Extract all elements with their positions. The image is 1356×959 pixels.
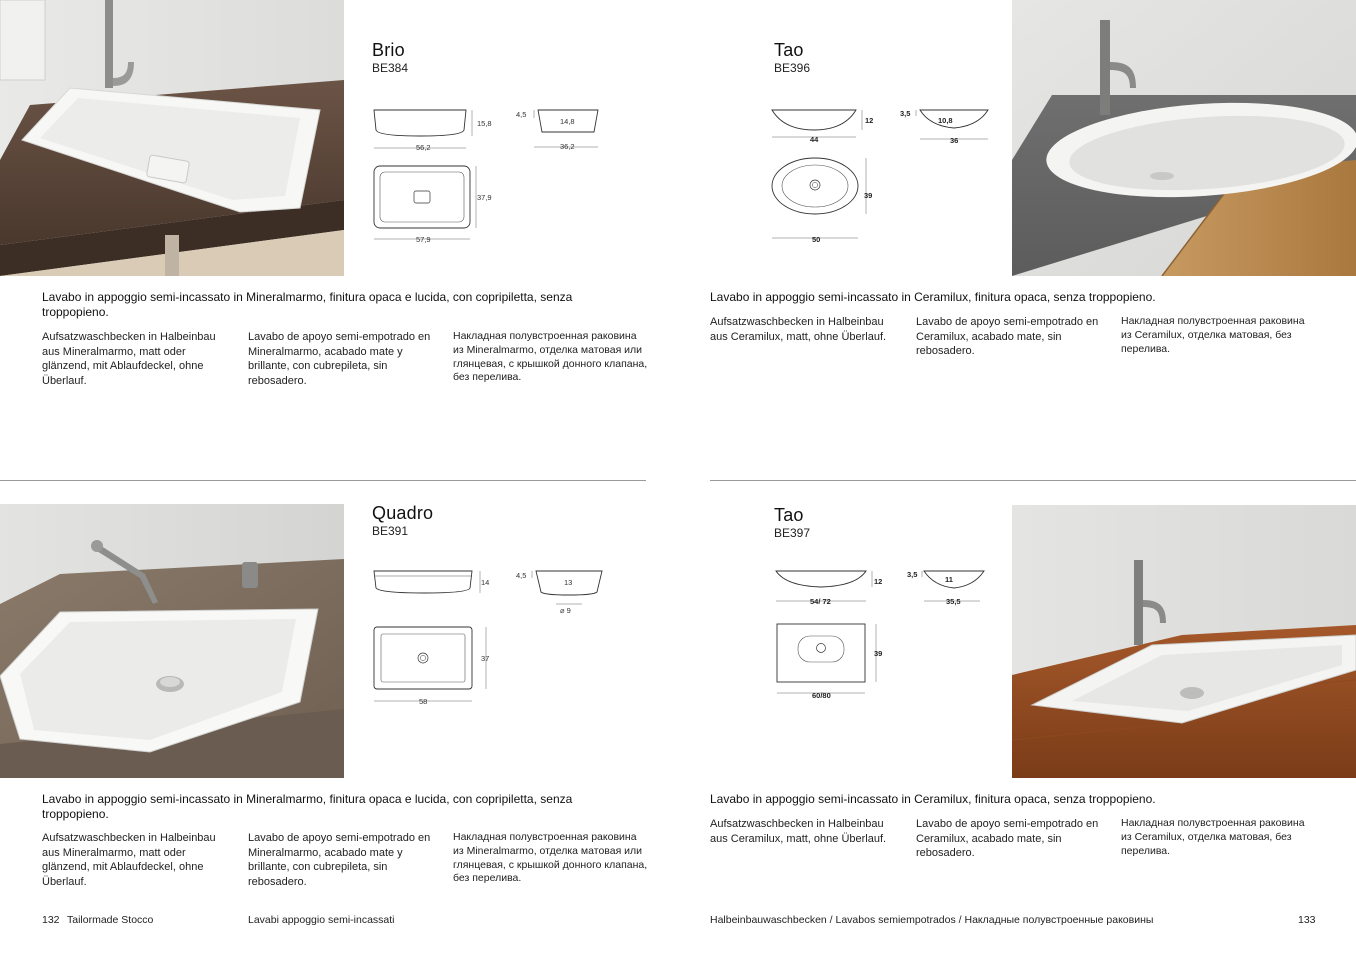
dim-top-depth: 39 (864, 191, 873, 200)
dim-front-height: 12 (874, 577, 883, 586)
dim-side-width: 36 (950, 136, 959, 145)
dim-top-width: 50 (812, 235, 821, 244)
technical-drawing-brio (366, 104, 616, 249)
description-it: Lavabo in appoggio semi-incassato in Ceramilux, finitura opaca, senza troppopieno. (710, 290, 1156, 304)
technical-drawing-quadro (366, 566, 616, 711)
product-name: Brio (372, 40, 405, 60)
brand-name: Tailormade Stocco (67, 914, 154, 926)
description-de: Aufsatzwaschbecken in Halbeinbau aus Ceramilux, matt, ohne Überlauf. (710, 818, 887, 845)
product-code: BE396 (774, 61, 811, 75)
description-ru: Накладная полувстроенная раковина из Ceramilux, отделка матовая, без перелива. (1121, 315, 1305, 355)
dim-side-depth: 14,8 (560, 117, 575, 126)
description-es: Lavabo de apoyo semi-empotrado en Ceramilux, acabado mate, sin rebosadero. (916, 316, 1099, 358)
dim-top-depth: 37,9 (477, 193, 492, 202)
product-name: Tao (774, 505, 804, 525)
page-number-right: 133 (1298, 914, 1316, 926)
description-ru: Накладная полувстроенная раковина из Ceramilux, отделка матовая, без перелива. (1121, 817, 1305, 857)
section-title-left: Lavabi appoggio semi-incassati (248, 914, 395, 926)
description-ru: Накладная полувстроенная раковина из Mineralmarmo, отделка матовая или глянцевая, с крышкой донного клапана, без перелива. (453, 831, 648, 885)
dim-side-depth: 11 (945, 575, 953, 584)
dim-drain: ⌀ 9 (560, 606, 571, 615)
dim-front-height: 15,8 (477, 119, 492, 128)
technical-drawing-tao-be397 (772, 566, 1002, 711)
section-title-right: Halbeinbauwaschbecken / Lavabos semiempotrados / Накладные полувстроенные раковины (710, 914, 1154, 926)
description-de: Aufsatzwaschbecken in Halbeinbau aus Ceramilux, matt, ohne Überlauf. (710, 316, 887, 343)
dim-front-width: 44 (810, 135, 819, 144)
dim-top-depth: 39 (874, 649, 883, 658)
description-ru: Накладная полувстроенная раковина из Mineralmarmo, отделка матовая или глянцевая, с крышкой донного клапана, без перелива. (453, 330, 648, 384)
product-name: Tao (774, 40, 804, 60)
product-photo-tao-be397 (1012, 505, 1356, 778)
dim-front-width: 54/ 72 (810, 597, 831, 606)
page-number-left: 132 (42, 914, 60, 926)
dim-front-height: 12 (865, 116, 874, 125)
product-code: BE391 (372, 524, 409, 538)
description-es: Lavabo de apoyo semi-empotrado en Mineralmarmo, acabado mate y brillante, con cubrepileta, sin rebosadero. (248, 331, 431, 387)
dim-top-width: 60/80 (812, 691, 831, 700)
dim-side-rim: 3,5 (900, 109, 911, 118)
technical-drawing-tao-be396 (768, 104, 998, 249)
dim-side-rim: 4,5 (516, 110, 527, 119)
description-de: Aufsatzwaschbecken in Halbeinbau aus Mineralmarmo, matt oder glänzend, mit Ablaufdeckel, ohne Überlauf. (42, 832, 216, 888)
description-it: Lavabo in appoggio semi-incassato in Ceramilux, finitura opaca, senza troppopieno. (710, 792, 1156, 806)
dim-front-width: 56,2 (416, 143, 431, 152)
section-divider-right (710, 480, 1356, 481)
dim-top-depth: 37 (481, 654, 490, 663)
dim-side-width: 36,2 (560, 142, 575, 151)
dim-top-width: 58 (419, 697, 428, 706)
dim-side-rim: 3,5 (907, 570, 918, 579)
product-name: Quadro (372, 503, 434, 523)
dim-front-height: 14 (481, 578, 490, 587)
dim-top-width: 57,9 (416, 235, 431, 244)
product-code: BE384 (372, 61, 409, 75)
product-code: BE397 (774, 526, 811, 540)
product-photo-brio (0, 0, 344, 276)
description-es: Lavabo de apoyo semi-empotrado en Mineralmarmo, acabado mate y brillante, con cubrepileta, sin rebosadero. (248, 832, 431, 888)
product-photo-tao-be396 (1012, 0, 1356, 276)
section-divider-left (0, 480, 646, 481)
description-it: Lavabo in appoggio semi-incassato in Mineralmarmo, finitura opaca e lucida, con copripiletta, senza troppopieno. (42, 290, 573, 319)
dim-side-depth: 13 (564, 578, 573, 587)
dim-side-depth: 10,8 (938, 116, 953, 125)
description-de: Aufsatzwaschbecken in Halbeinbau aus Mineralmarmo, matt oder glänzend, mit Ablaufdeckel, ohne Überlauf. (42, 331, 216, 387)
product-photo-quadro (0, 504, 344, 778)
description-it: Lavabo in appoggio semi-incassato in Mineralmarmo, finitura opaca e lucida, con copripiletta, senza troppopieno. (42, 792, 573, 821)
dim-side-width: 35,5 (946, 597, 961, 606)
description-es: Lavabo de apoyo semi-empotrado en Ceramilux, acabado mate, sin rebosadero. (916, 818, 1099, 860)
dim-side-rim: 4,5 (516, 571, 527, 580)
